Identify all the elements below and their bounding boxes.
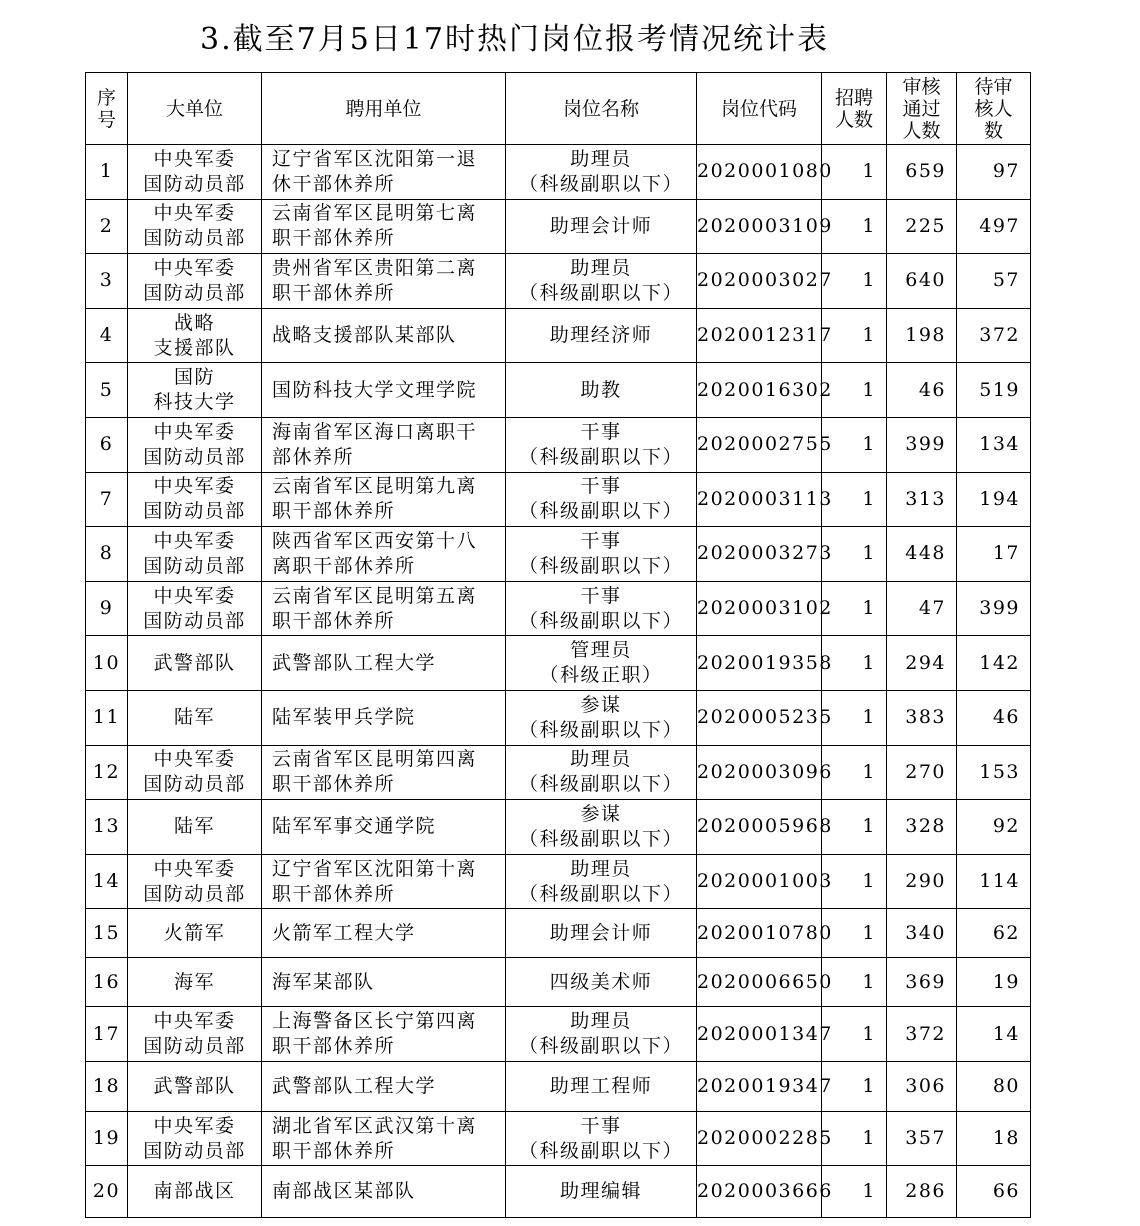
cell-employer: 云南省军区昆明第五离 职干部休养所 bbox=[262, 581, 506, 636]
cell-pending: 134 bbox=[957, 417, 1031, 472]
cell-unit: 中央军委 国防动员部 bbox=[128, 854, 262, 909]
cell-position: 助理编辑 bbox=[506, 1166, 697, 1218]
cell-recruit: 1 bbox=[822, 854, 887, 909]
cell-employer: 武警部队工程大学 bbox=[262, 636, 506, 691]
cell-seq: 6 bbox=[86, 417, 128, 472]
cell-recruit: 1 bbox=[822, 417, 887, 472]
cell-unit: 陆军 bbox=[128, 800, 262, 855]
table-row bbox=[86, 581, 1031, 636]
cell-seq: 20 bbox=[86, 1166, 128, 1218]
cell-code: 2020003113 bbox=[697, 472, 822, 527]
table-row bbox=[86, 417, 1031, 472]
cell-seq: 10 bbox=[86, 636, 128, 691]
cell-recruit: 1 bbox=[822, 958, 887, 1007]
cell-unit: 海军 bbox=[128, 958, 262, 1007]
cell-code: 2020003109 bbox=[697, 199, 822, 254]
cell-unit: 中央军委 国防动员部 bbox=[128, 745, 262, 800]
cell-recruit: 1 bbox=[822, 254, 887, 309]
cell-seq: 11 bbox=[86, 690, 128, 745]
cell-code: 2020003027 bbox=[697, 254, 822, 309]
cell-seq: 4 bbox=[86, 308, 128, 363]
cell-unit: 中央军委 国防动员部 bbox=[128, 1007, 262, 1062]
table-row bbox=[86, 308, 1031, 363]
cell-passed: 640 bbox=[887, 254, 957, 309]
header-employer: 聘用单位 bbox=[262, 73, 506, 145]
header-unit: 大单位 bbox=[128, 73, 262, 145]
cell-unit: 中央军委 国防动员部 bbox=[128, 145, 262, 200]
cell-code: 2020001003 bbox=[697, 854, 822, 909]
cell-passed: 369 bbox=[887, 958, 957, 1007]
cell-recruit: 1 bbox=[822, 581, 887, 636]
cell-position: 管理员 （科级正职） bbox=[506, 636, 697, 691]
page-title: 3.截至7月5日17时热门岗位报考情况统计表 bbox=[200, 22, 829, 57]
header-passed: 审核 通过 人数 bbox=[887, 73, 957, 145]
cell-position: 助理会计师 bbox=[506, 199, 697, 254]
table-row bbox=[86, 1007, 1031, 1062]
cell-passed: 383 bbox=[887, 690, 957, 745]
cell-passed: 340 bbox=[887, 909, 957, 958]
cell-passed: 448 bbox=[887, 527, 957, 582]
cell-unit: 中央军委 国防动员部 bbox=[128, 199, 262, 254]
cell-recruit: 1 bbox=[822, 1166, 887, 1218]
cell-seq: 2 bbox=[86, 199, 128, 254]
cell-seq: 8 bbox=[86, 527, 128, 582]
cell-passed: 225 bbox=[887, 199, 957, 254]
cell-position: 四级美术师 bbox=[506, 958, 697, 1007]
cell-passed: 47 bbox=[887, 581, 957, 636]
table-row bbox=[86, 1166, 1031, 1218]
cell-code: 2020019347 bbox=[697, 1062, 822, 1112]
cell-position: 助理员 （科级副职以下） bbox=[506, 745, 697, 800]
cell-passed: 313 bbox=[887, 472, 957, 527]
table-row bbox=[86, 199, 1031, 254]
cell-recruit: 1 bbox=[822, 199, 887, 254]
cell-unit: 武警部队 bbox=[128, 1062, 262, 1112]
cell-pending: 97 bbox=[957, 145, 1031, 200]
cell-position: 助理员 （科级副职以下） bbox=[506, 145, 697, 200]
cell-unit: 中央军委 国防动员部 bbox=[128, 472, 262, 527]
header-seq: 序 号 bbox=[86, 73, 128, 145]
cell-unit: 中央军委 国防动员部 bbox=[128, 581, 262, 636]
cell-recruit: 1 bbox=[822, 1007, 887, 1062]
header-position: 岗位名称 bbox=[506, 73, 697, 145]
cell-code: 2020001347 bbox=[697, 1007, 822, 1062]
cell-passed: 328 bbox=[887, 800, 957, 855]
cell-recruit: 1 bbox=[822, 472, 887, 527]
cell-seq: 19 bbox=[86, 1112, 128, 1166]
cell-pending: 46 bbox=[957, 690, 1031, 745]
cell-unit: 中央军委 国防动员部 bbox=[128, 1112, 262, 1166]
cell-employer: 南部战区某部队 bbox=[262, 1166, 506, 1218]
cell-seq: 15 bbox=[86, 909, 128, 958]
cell-pending: 399 bbox=[957, 581, 1031, 636]
cell-pending: 17 bbox=[957, 527, 1031, 582]
cell-code: 2020003666 bbox=[697, 1166, 822, 1218]
cell-seq: 16 bbox=[86, 958, 128, 1007]
cell-recruit: 1 bbox=[822, 636, 887, 691]
cell-unit: 武警部队 bbox=[128, 636, 262, 691]
cell-position: 助理工程师 bbox=[506, 1062, 697, 1112]
header-row bbox=[86, 73, 1031, 145]
cell-recruit: 1 bbox=[822, 527, 887, 582]
cell-code: 2020003102 bbox=[697, 581, 822, 636]
cell-seq: 5 bbox=[86, 363, 128, 418]
cell-code: 2020003096 bbox=[697, 745, 822, 800]
cell-seq: 1 bbox=[86, 145, 128, 200]
cell-position: 助理员 （科级副职以下） bbox=[506, 1007, 697, 1062]
table-row bbox=[86, 958, 1031, 1007]
cell-code: 2020002755 bbox=[697, 417, 822, 472]
cell-position: 助理经济师 bbox=[506, 308, 697, 363]
cell-passed: 270 bbox=[887, 745, 957, 800]
cell-pending: 153 bbox=[957, 745, 1031, 800]
cell-unit: 火箭军 bbox=[128, 909, 262, 958]
cell-passed: 46 bbox=[887, 363, 957, 418]
cell-code: 2020002285 bbox=[697, 1112, 822, 1166]
cell-recruit: 1 bbox=[822, 909, 887, 958]
header-recruit: 招聘 人数 bbox=[822, 73, 887, 145]
cell-unit: 国防 科技大学 bbox=[128, 363, 262, 418]
table-row bbox=[86, 909, 1031, 958]
cell-pending: 14 bbox=[957, 1007, 1031, 1062]
cell-seq: 7 bbox=[86, 472, 128, 527]
cell-pending: 114 bbox=[957, 854, 1031, 909]
cell-recruit: 1 bbox=[822, 1062, 887, 1112]
cell-recruit: 1 bbox=[822, 745, 887, 800]
cell-code: 2020019358 bbox=[697, 636, 822, 691]
table-row bbox=[86, 745, 1031, 800]
cell-position: 助理会计师 bbox=[506, 909, 697, 958]
statistics-table bbox=[85, 72, 1031, 1218]
header-pending: 待审 核人 数 bbox=[957, 73, 1031, 145]
cell-pending: 497 bbox=[957, 199, 1031, 254]
cell-passed: 399 bbox=[887, 417, 957, 472]
cell-position: 助教 bbox=[506, 363, 697, 418]
cell-pending: 57 bbox=[957, 254, 1031, 309]
header-code: 岗位代码 bbox=[697, 73, 822, 145]
cell-unit: 陆军 bbox=[128, 690, 262, 745]
cell-pending: 62 bbox=[957, 909, 1031, 958]
cell-recruit: 1 bbox=[822, 690, 887, 745]
cell-seq: 14 bbox=[86, 854, 128, 909]
cell-position: 干事 （科级副职以下） bbox=[506, 527, 697, 582]
table-row bbox=[86, 145, 1031, 200]
cell-code: 2020005968 bbox=[697, 800, 822, 855]
cell-position: 助理员 （科级副职以下） bbox=[506, 254, 697, 309]
cell-employer: 国防科技大学文理学院 bbox=[262, 363, 506, 418]
cell-pending: 142 bbox=[957, 636, 1031, 691]
cell-employer: 战略支援部队某部队 bbox=[262, 308, 506, 363]
cell-employer: 辽宁省军区沈阳第一退 休干部休养所 bbox=[262, 145, 506, 200]
cell-employer: 陆军装甲兵学院 bbox=[262, 690, 506, 745]
table-row bbox=[86, 854, 1031, 909]
cell-employer: 云南省军区昆明第七离 职干部休养所 bbox=[262, 199, 506, 254]
cell-position: 参谋 （科级副职以下） bbox=[506, 800, 697, 855]
cell-code: 2020003273 bbox=[697, 527, 822, 582]
cell-employer: 辽宁省军区沈阳第十离 职干部休养所 bbox=[262, 854, 506, 909]
table-row bbox=[86, 254, 1031, 309]
cell-passed: 372 bbox=[887, 1007, 957, 1062]
cell-seq: 12 bbox=[86, 745, 128, 800]
cell-pending: 18 bbox=[957, 1112, 1031, 1166]
cell-employer: 湖北省军区武汉第十离 职干部休养所 bbox=[262, 1112, 506, 1166]
cell-employer: 陕西省军区西安第十八 离职干部休养所 bbox=[262, 527, 506, 582]
cell-unit: 战略 支援部队 bbox=[128, 308, 262, 363]
cell-employer: 陆军军事交通学院 bbox=[262, 800, 506, 855]
cell-employer: 海军某部队 bbox=[262, 958, 506, 1007]
cell-pending: 519 bbox=[957, 363, 1031, 418]
cell-code: 2020016302 bbox=[697, 363, 822, 418]
cell-passed: 357 bbox=[887, 1112, 957, 1166]
cell-position: 助理员 （科级副职以下） bbox=[506, 854, 697, 909]
cell-seq: 3 bbox=[86, 254, 128, 309]
cell-employer: 云南省军区昆明第四离 职干部休养所 bbox=[262, 745, 506, 800]
cell-code: 2020012317 bbox=[697, 308, 822, 363]
cell-passed: 659 bbox=[887, 145, 957, 200]
cell-employer: 海南省军区海口离职干 部休养所 bbox=[262, 417, 506, 472]
cell-code: 2020001080 bbox=[697, 145, 822, 200]
cell-recruit: 1 bbox=[822, 308, 887, 363]
cell-employer: 火箭军工程大学 bbox=[262, 909, 506, 958]
table-row bbox=[86, 800, 1031, 855]
cell-position: 干事 （科级副职以下） bbox=[506, 581, 697, 636]
cell-passed: 306 bbox=[887, 1062, 957, 1112]
cell-position: 干事 （科级副职以下） bbox=[506, 1112, 697, 1166]
table-row bbox=[86, 1062, 1031, 1112]
cell-unit: 中央军委 国防动员部 bbox=[128, 527, 262, 582]
table-row bbox=[86, 690, 1031, 745]
cell-recruit: 1 bbox=[822, 800, 887, 855]
cell-code: 2020005235 bbox=[697, 690, 822, 745]
cell-employer: 贵州省军区贵阳第二离 职干部休养所 bbox=[262, 254, 506, 309]
cell-seq: 17 bbox=[86, 1007, 128, 1062]
cell-passed: 198 bbox=[887, 308, 957, 363]
cell-pending: 19 bbox=[957, 958, 1031, 1007]
table-row bbox=[86, 472, 1031, 527]
cell-passed: 294 bbox=[887, 636, 957, 691]
cell-seq: 13 bbox=[86, 800, 128, 855]
table-row bbox=[86, 1112, 1031, 1166]
cell-seq: 9 bbox=[86, 581, 128, 636]
cell-code: 2020010780 bbox=[697, 909, 822, 958]
cell-pending: 92 bbox=[957, 800, 1031, 855]
cell-passed: 290 bbox=[887, 854, 957, 909]
cell-seq: 18 bbox=[86, 1062, 128, 1112]
cell-employer: 上海警备区长宁第四离 职干部休养所 bbox=[262, 1007, 506, 1062]
cell-recruit: 1 bbox=[822, 363, 887, 418]
cell-unit: 南部战区 bbox=[128, 1166, 262, 1218]
cell-pending: 80 bbox=[957, 1062, 1031, 1112]
table-body bbox=[86, 145, 1031, 1218]
cell-unit: 中央军委 国防动员部 bbox=[128, 417, 262, 472]
cell-unit: 中央军委 国防动员部 bbox=[128, 254, 262, 309]
cell-position: 干事 （科级副职以下） bbox=[506, 472, 697, 527]
cell-recruit: 1 bbox=[822, 1112, 887, 1166]
cell-passed: 286 bbox=[887, 1166, 957, 1218]
cell-recruit: 1 bbox=[822, 145, 887, 200]
cell-employer: 武警部队工程大学 bbox=[262, 1062, 506, 1112]
cell-pending: 66 bbox=[957, 1166, 1031, 1218]
cell-employer: 云南省军区昆明第九离 职干部休养所 bbox=[262, 472, 506, 527]
table-row bbox=[86, 636, 1031, 691]
cell-pending: 194 bbox=[957, 472, 1031, 527]
cell-pending: 372 bbox=[957, 308, 1031, 363]
cell-code: 2020006650 bbox=[697, 958, 822, 1007]
cell-position: 干事 （科级副职以下） bbox=[506, 417, 697, 472]
table-row bbox=[86, 527, 1031, 582]
table-row bbox=[86, 363, 1031, 418]
cell-position: 参谋 （科级副职以下） bbox=[506, 690, 697, 745]
